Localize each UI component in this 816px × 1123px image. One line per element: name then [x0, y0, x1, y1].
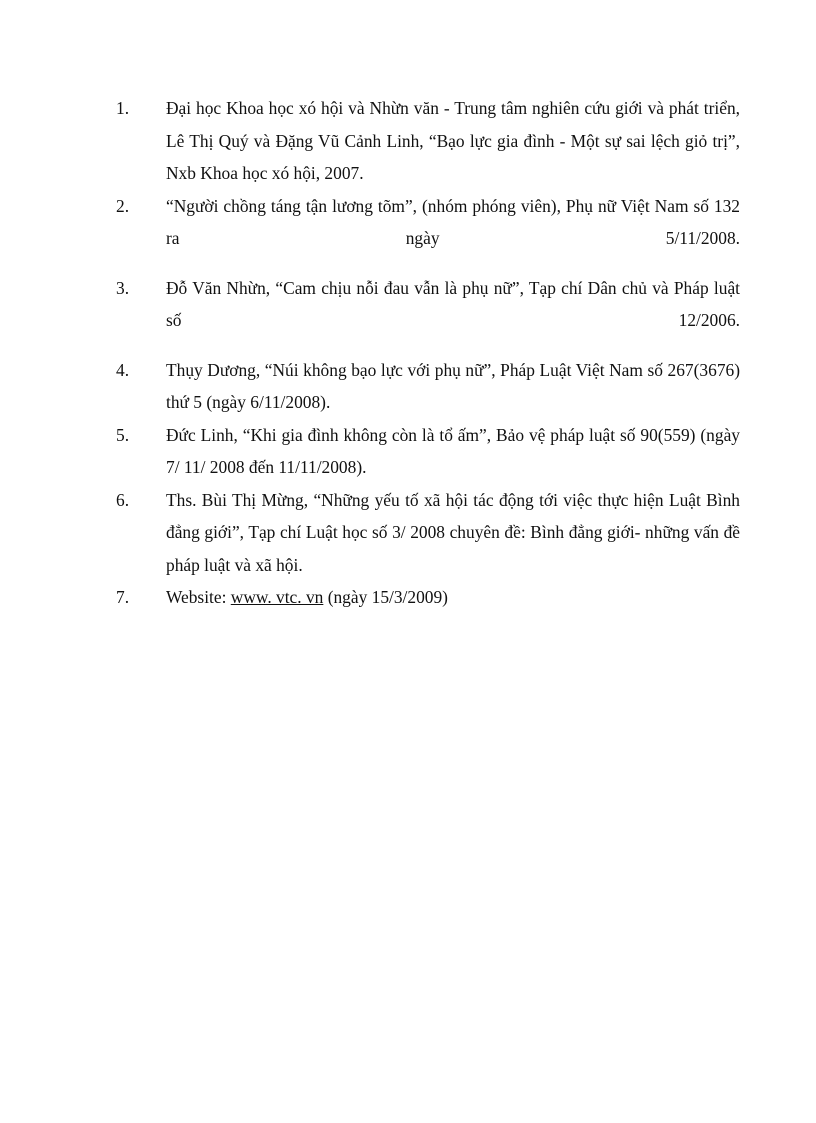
- reference-list: [116, 92, 740, 614]
- reference-number: 1.: [116, 98, 130, 118]
- reference-number: 6.: [116, 489, 130, 510]
- reference-text: [166, 581, 740, 614]
- reference-item-3: [116, 272, 740, 337]
- reference-item-4: [116, 354, 740, 419]
- reference-item-6: [116, 484, 740, 582]
- reference-number: 5.: [116, 424, 130, 445]
- reference-number: 4.: [116, 359, 130, 380]
- reference-item-7: [116, 581, 740, 614]
- reference-text: Thụy Dương, “Núi không bạo lực với phụ nữ”, Pháp Luật Việt Nam số 267(3676) thứ 5 (ngày 6/11/2008).: [166, 359, 740, 412]
- reference-text: Đại học Khoa học xó hội và Nhừn văn - Trung tâm nghiên cứu giới và phát triển, Lê Thị Quý và Đặng Vũ Cảnh Linh, “Bạo lực gia đình - Một sự sai lệch giỏ trị”, Nxb Khoa học xó hội, 2007.: [166, 98, 740, 183]
- reference-text: Đỗ Văn Nhừn, “Cam chịu nỗi đau vẫn là phụ nữ”, Tạp chí Dân chủ và Pháp luật số 12/2006.: [166, 277, 740, 330]
- website-label: Website:: [166, 587, 231, 607]
- access-date: (ngày 15/3/2009): [323, 587, 448, 607]
- reference-text: Ths. Bùi Thị Mừng, “Những yếu tố xã hội tác động tới việc thực hiện Luật Bình đẳng giới”, Tạp chí Luật học số 3/ 2008 chuyên đề: Bình đẳng giới- những vấn đề pháp luật và xã hội.: [166, 489, 740, 575]
- website-link[interactable]: www. vtc. vn: [230, 587, 324, 607]
- reference-text: Đức Linh, “Khi gia đình không còn là tổ ấm”, Bảo vệ pháp luật số 90(559) (ngày 7/ 11/ 2008 đến 11/11/2008).: [166, 424, 740, 477]
- reference-item-1: [116, 92, 740, 190]
- reference-text: “Người chồng táng tận lương tõm”, (nhóm phóng viên), Phụ nữ Việt Nam số 132 ra ngày 5/11/2008.: [166, 195, 740, 248]
- reference-item-5: [116, 419, 740, 484]
- reference-number: 2.: [116, 195, 130, 216]
- reference-item-2: [116, 190, 740, 255]
- reference-number: 3.: [116, 277, 130, 298]
- reference-number: 7.: [116, 587, 130, 607]
